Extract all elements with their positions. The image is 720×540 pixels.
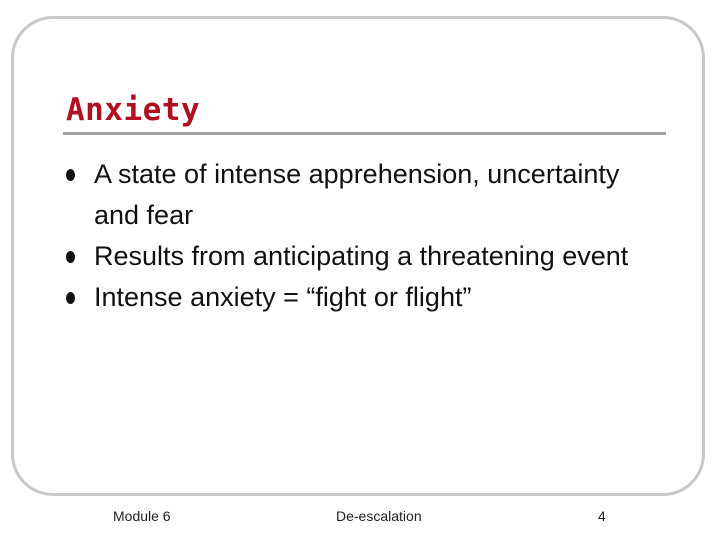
footer-module-label: Module 6 — [113, 508, 171, 524]
bullet-text: A state of intense apprehension, uncertainty and fear — [94, 159, 620, 230]
bullet-dot-icon — [66, 292, 75, 304]
bullet-dot-icon — [66, 251, 75, 263]
footer-page-number: 4 — [598, 508, 606, 524]
bullet-list — [66, 154, 656, 318]
bullet-item — [66, 277, 656, 318]
bullet-item — [66, 154, 656, 236]
bullet-item — [66, 236, 656, 277]
bullet-dot-icon — [66, 169, 75, 181]
title-underline-rule — [63, 132, 666, 135]
slide-title: Anxiety — [66, 92, 201, 128]
footer-topic-label: De-escalation — [336, 508, 422, 524]
bullet-text: Results from anticipating a threatening event — [94, 241, 629, 271]
bullet-text: Intense anxiety = “fight or flight” — [94, 282, 472, 312]
